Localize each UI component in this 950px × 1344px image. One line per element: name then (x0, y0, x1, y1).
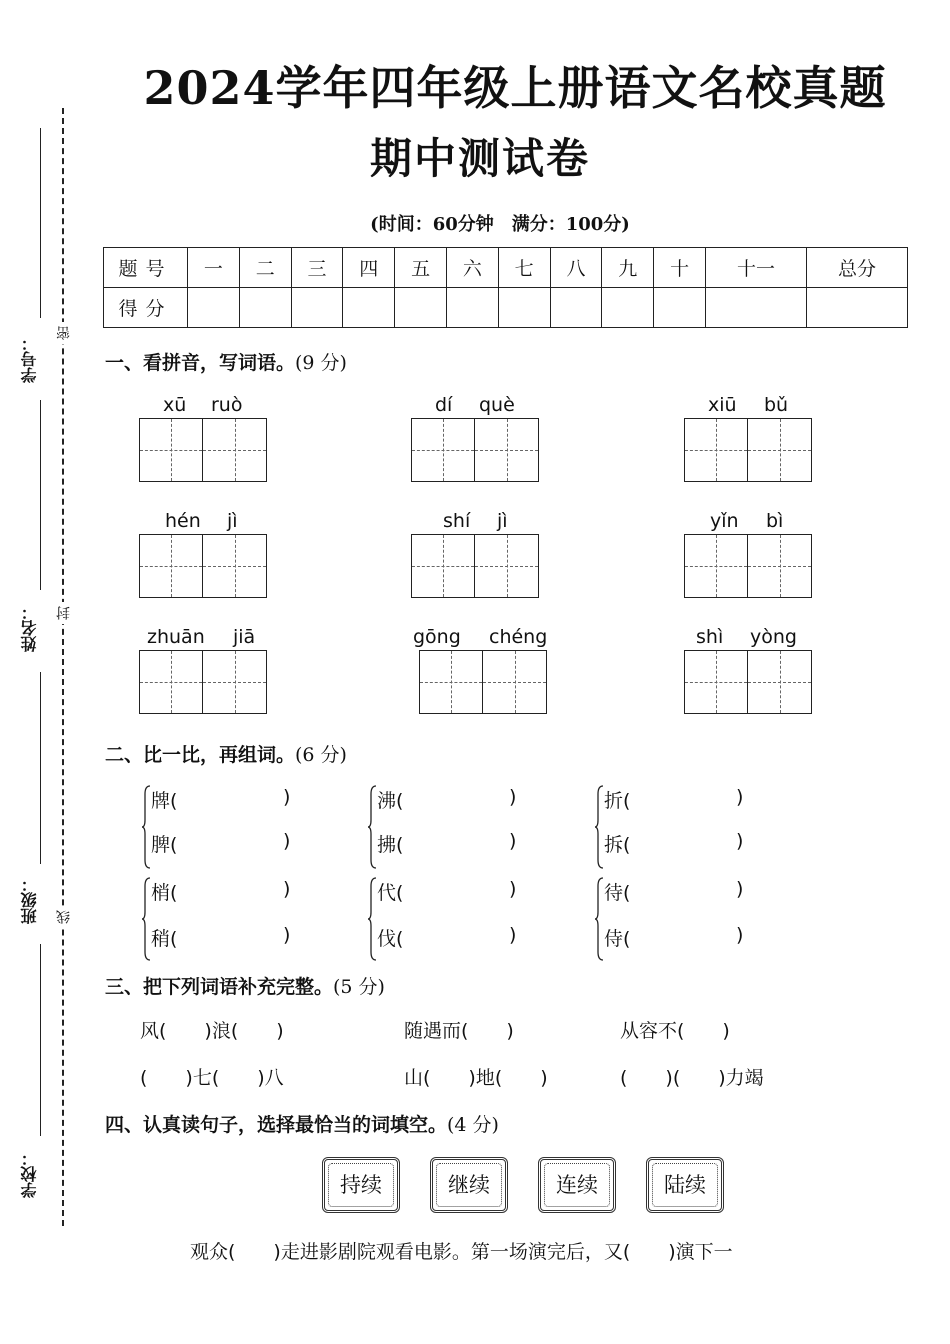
writing-cell[interactable] (748, 650, 812, 714)
pinyin-1: shì (696, 626, 724, 648)
writing-grid[interactable] (411, 534, 539, 598)
pinyin-1: zhuān (147, 626, 205, 648)
compare-row (377, 786, 517, 813)
score-cell[interactable] (343, 288, 395, 328)
writing-cell[interactable] (475, 418, 539, 482)
section3-title: 三、把下列词语补充完整。 (105, 976, 334, 998)
fill-phrase: 山( )地( ) (404, 1067, 548, 1089)
score-col: 十 (654, 248, 706, 288)
open-paren: ( (396, 928, 404, 950)
open-paren: ( (623, 928, 631, 950)
writing-cell[interactable] (139, 534, 203, 598)
compare-row (377, 924, 517, 951)
score-cell[interactable] (291, 288, 343, 328)
score-col: 五 (395, 248, 447, 288)
score-cell[interactable] (446, 288, 498, 328)
score-col: 八 (550, 248, 602, 288)
writing-cell[interactable] (684, 534, 748, 598)
score-col: 六 (446, 248, 498, 288)
fill-phrase: 风( )浪( ) (140, 1020, 284, 1042)
compare-char: 拂 (377, 834, 397, 856)
pinyin-2: bǔ (764, 394, 789, 416)
compare-row (151, 786, 291, 813)
section4-heading (105, 1110, 499, 1137)
compare-char: 代 (377, 882, 397, 904)
page-title: 2024学年四年级上册语文名校真题 (143, 61, 887, 115)
close-paren: ) (283, 786, 291, 808)
close-paren: ) (509, 924, 517, 946)
writing-cell[interactable] (475, 534, 539, 598)
close-paren: ) (283, 830, 291, 852)
pinyin-2: jì (497, 510, 508, 532)
compare-char: 伐 (377, 928, 397, 950)
open-paren: ( (623, 790, 631, 812)
section3-points: (5 分) (333, 976, 385, 998)
open-paren: ( (623, 882, 631, 904)
score-table-header-row (104, 248, 908, 288)
binding-line (40, 400, 41, 590)
word-choice-box: 陆续 (646, 1157, 724, 1213)
score-cell[interactable] (498, 288, 550, 328)
writing-grid[interactable] (139, 534, 267, 598)
fill-phrase: 随遇而( ) (404, 1020, 514, 1042)
brace-icon (594, 784, 604, 870)
writing-grid[interactable] (139, 418, 267, 482)
compare-char: 沸 (377, 790, 397, 812)
compare-group (141, 784, 311, 870)
score-cell[interactable] (705, 288, 806, 328)
open-paren: ( (396, 834, 404, 856)
close-paren: ) (509, 830, 517, 852)
compare-row (377, 878, 517, 905)
open-paren: ( (396, 882, 404, 904)
compare-row (151, 924, 291, 951)
binding-line (40, 128, 41, 318)
writing-cell[interactable] (748, 418, 812, 482)
score-row-label: 得分 (104, 288, 188, 328)
section2-title: 二、比一比，再组词。 (105, 744, 296, 766)
binding-mark-mi: 密 (54, 322, 74, 344)
word-choice-box: 继续 (430, 1157, 508, 1213)
brace-icon (367, 784, 377, 870)
writing-cell[interactable] (411, 534, 475, 598)
open-paren: ( (170, 928, 178, 950)
fill-phrase: ( )( )力竭 (620, 1067, 764, 1089)
score-cell[interactable] (395, 288, 447, 328)
compare-row (604, 878, 744, 905)
pinyin-2: jiā (233, 626, 256, 648)
close-paren: ) (736, 830, 744, 852)
writing-cell[interactable] (748, 534, 812, 598)
writing-cell[interactable] (483, 650, 547, 714)
close-paren: ) (283, 924, 291, 946)
score-col: 七 (498, 248, 550, 288)
writing-grid[interactable] (684, 650, 812, 714)
fill-phrase: ( )七( )八 (140, 1067, 284, 1089)
pinyin-2: yòng (750, 626, 797, 648)
score-col: 十一 (705, 248, 806, 288)
compare-char: 稍 (151, 928, 171, 950)
compare-char: 待 (604, 882, 624, 904)
writing-grid[interactable] (419, 650, 547, 714)
close-paren: ) (283, 878, 291, 900)
page-subtitle: 期中测试卷 (369, 134, 590, 183)
compare-char: 梢 (151, 882, 171, 904)
score-table (103, 247, 908, 328)
open-paren: ( (396, 790, 404, 812)
pinyin-1: shí (443, 510, 471, 532)
pinyin-2: ruò (211, 394, 243, 416)
score-col: 三 (291, 248, 343, 288)
brace-icon (141, 784, 151, 870)
pinyin-1: xū (163, 394, 187, 416)
compare-row (604, 786, 744, 813)
pinyin-2: jì (227, 510, 238, 532)
compare-row (377, 830, 517, 857)
score-cell[interactable] (188, 288, 240, 328)
compare-row (151, 878, 291, 905)
score-cell[interactable] (654, 288, 706, 328)
close-paren: ) (736, 878, 744, 900)
writing-cell[interactable] (411, 418, 475, 482)
writing-grid[interactable] (684, 534, 812, 598)
pinyin-1: dí (435, 394, 453, 416)
compare-char: 侍 (604, 928, 624, 950)
time-info: (时间：60分钟 满分：100分) (370, 214, 630, 235)
close-paren: ) (736, 786, 744, 808)
writing-cell[interactable] (203, 418, 267, 482)
word-choice-box: 连续 (538, 1157, 616, 1213)
section4-points: (4 分) (447, 1114, 499, 1136)
brace-icon (594, 876, 604, 962)
writing-cell[interactable] (203, 534, 267, 598)
word-choice-box: 持续 (322, 1157, 400, 1213)
section2-points: (6 分) (295, 744, 347, 766)
compare-group (367, 876, 537, 962)
compare-group (594, 784, 764, 870)
score-col: 总分 (806, 248, 907, 288)
score-cell[interactable] (602, 288, 654, 328)
compare-char: 牌 (151, 790, 171, 812)
close-paren: ) (509, 878, 517, 900)
writing-grid[interactable] (684, 418, 812, 482)
score-header-label: 题号 (104, 248, 188, 288)
pinyin-2: què (479, 394, 515, 416)
writing-cell[interactable] (139, 418, 203, 482)
pinyin-1: gōng (413, 626, 461, 648)
fill-phrase: 从容不( ) (620, 1020, 730, 1042)
pinyin-1: xiū (708, 394, 737, 416)
section1-points: (9 分) (295, 352, 347, 374)
score-cell[interactable] (550, 288, 602, 328)
score-table-score-row (104, 288, 908, 328)
pinyin-1: yǐn (710, 510, 739, 532)
binding-line (40, 944, 41, 1136)
section3-heading (105, 972, 385, 999)
binding-mark-feng: 封 (54, 602, 74, 624)
close-paren: ) (736, 924, 744, 946)
class-label: 班级： (20, 876, 39, 924)
writing-cell[interactable] (684, 418, 748, 482)
writing-grid[interactable] (139, 650, 267, 714)
writing-cell[interactable] (203, 650, 267, 714)
open-paren: ( (170, 834, 178, 856)
score-col: 一 (188, 248, 240, 288)
student-id-label: 学号： (20, 335, 39, 383)
score-cell[interactable] (239, 288, 291, 328)
binding-mark-xian: 线 (54, 906, 74, 928)
section4-title: 四、认真读句子，选择最恰当的词填空。 (105, 1114, 448, 1136)
writing-cell[interactable] (684, 650, 748, 714)
section1-title: 一、看拼音，写词语。 (105, 352, 296, 374)
compare-group (367, 784, 537, 870)
section2-heading (105, 740, 347, 767)
writing-grid[interactable] (411, 418, 539, 482)
close-paren: ) (509, 786, 517, 808)
open-paren: ( (170, 882, 178, 904)
open-paren: ( (623, 834, 631, 856)
compare-row (151, 830, 291, 857)
brace-icon (367, 876, 377, 962)
pinyin-2: bì (766, 510, 784, 532)
binding-dashed-line (62, 108, 64, 1226)
compare-group (594, 876, 764, 962)
compare-char: 拆 (604, 834, 624, 856)
compare-group (141, 876, 311, 962)
compare-char: 脾 (151, 834, 171, 856)
fill-sentence: 观众( )走进影剧院观看电影。第一场演完后，又( )演下一 (190, 1241, 733, 1263)
compare-row (604, 830, 744, 857)
name-label: 姓名： (20, 604, 39, 652)
compare-row (604, 924, 744, 951)
binding-line (40, 672, 41, 864)
writing-cell[interactable] (419, 650, 483, 714)
section1-heading (105, 348, 347, 375)
score-cell[interactable] (806, 288, 907, 328)
writing-cell[interactable] (139, 650, 203, 714)
pinyin-2: chéng (489, 626, 548, 648)
score-col: 九 (602, 248, 654, 288)
brace-icon (141, 876, 151, 962)
score-col: 二 (239, 248, 291, 288)
compare-char: 折 (604, 790, 624, 812)
school-label: 学校： (20, 1150, 39, 1198)
open-paren: ( (170, 790, 178, 812)
score-col: 四 (343, 248, 395, 288)
pinyin-1: hén (165, 510, 201, 532)
